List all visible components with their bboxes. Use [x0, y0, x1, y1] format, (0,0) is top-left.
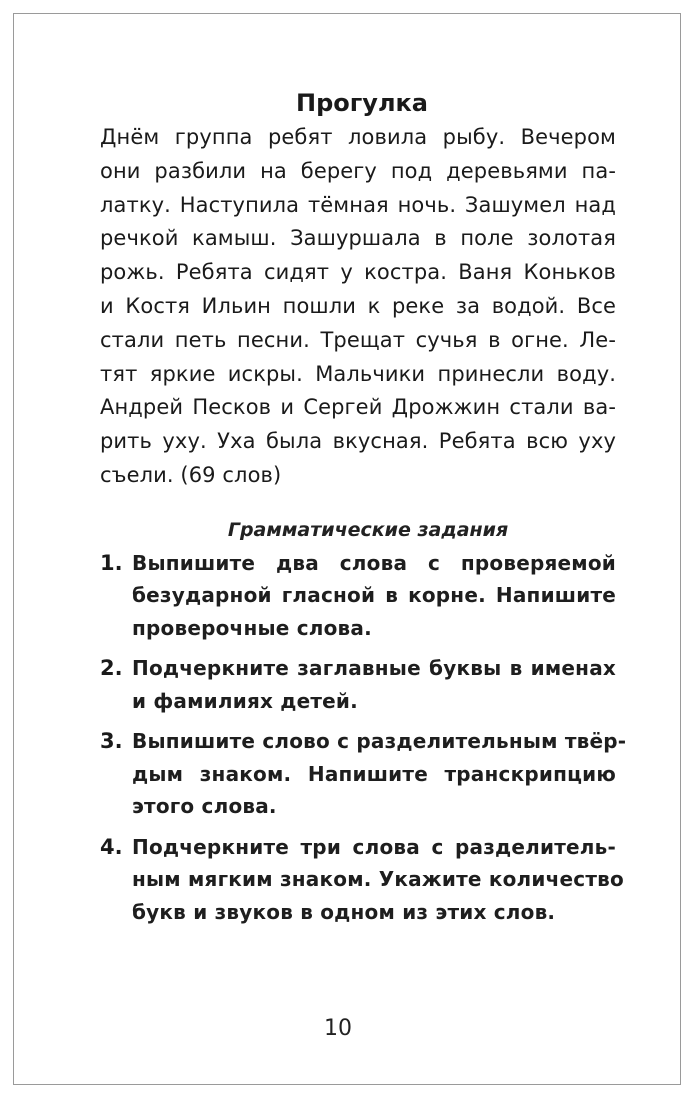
task-line: проверочные слова. — [132, 615, 372, 640]
task-line: ным мягким знаком. Укажите количество — [132, 867, 624, 892]
task-item — [100, 725, 627, 823]
task-line: и фамилиях детей. — [132, 688, 358, 713]
page-title: Прогулка — [296, 89, 428, 117]
task-line: дым знаком. Напишите транскрипцию — [132, 761, 616, 786]
tasks-heading: Грамматические задания — [227, 518, 509, 541]
story-line: рить уху. Уха была вкусная. Ребята всю уху — [100, 429, 616, 454]
story-line: речкой камыш. Зашуршала в поле золотая — [100, 226, 616, 251]
story-line: латку. Наступила тёмная ночь. Зашумел над — [100, 192, 616, 217]
story-line: съели. (69 слов) — [100, 462, 282, 487]
task-number: 3. — [100, 729, 123, 754]
task-number: 4. — [100, 834, 123, 859]
page-number: 10 — [324, 1016, 352, 1041]
task-item — [100, 547, 616, 645]
task-item — [100, 652, 616, 717]
story-line: тят яркие искры. Мальчики принесли воду. — [100, 361, 616, 386]
task-line: букв и звуков в одном из этих слов. — [132, 899, 556, 924]
tasks-list — [100, 547, 627, 929]
story-line: они разбили на берегу под деревьями па- — [100, 158, 616, 183]
task-line: этого слова. — [132, 794, 277, 819]
story-line: стали петь песни. Трещат сучья в огне. Ле- — [100, 327, 616, 352]
story-text — [100, 121, 616, 493]
page-content — [100, 85, 627, 928]
story-line: Днём группа ребят ловила рыбу. Вечером — [100, 125, 616, 149]
story-line: рожь. Ребята сидят у костра. Ваня Коньков — [100, 260, 616, 285]
task-line: Выпишите слово с разделительным твёр- — [132, 729, 627, 754]
task-number: 1. — [100, 550, 123, 575]
task-item — [100, 831, 624, 929]
task-line: Подчеркните три слова с разделитель- — [132, 834, 616, 859]
task-line: Выпишите два слова с проверяемой — [132, 550, 616, 575]
task-line: безударной гласной в корне. Напишите — [132, 583, 616, 608]
task-number: 2. — [100, 656, 123, 681]
story-line: Андрей Песков и Сергей Дрожжин стали ва- — [100, 395, 616, 420]
task-line: Подчеркните заглавные буквы в именах — [132, 656, 616, 681]
story-line: и Костя Ильин пошли к реке за водой. Все — [100, 293, 616, 318]
